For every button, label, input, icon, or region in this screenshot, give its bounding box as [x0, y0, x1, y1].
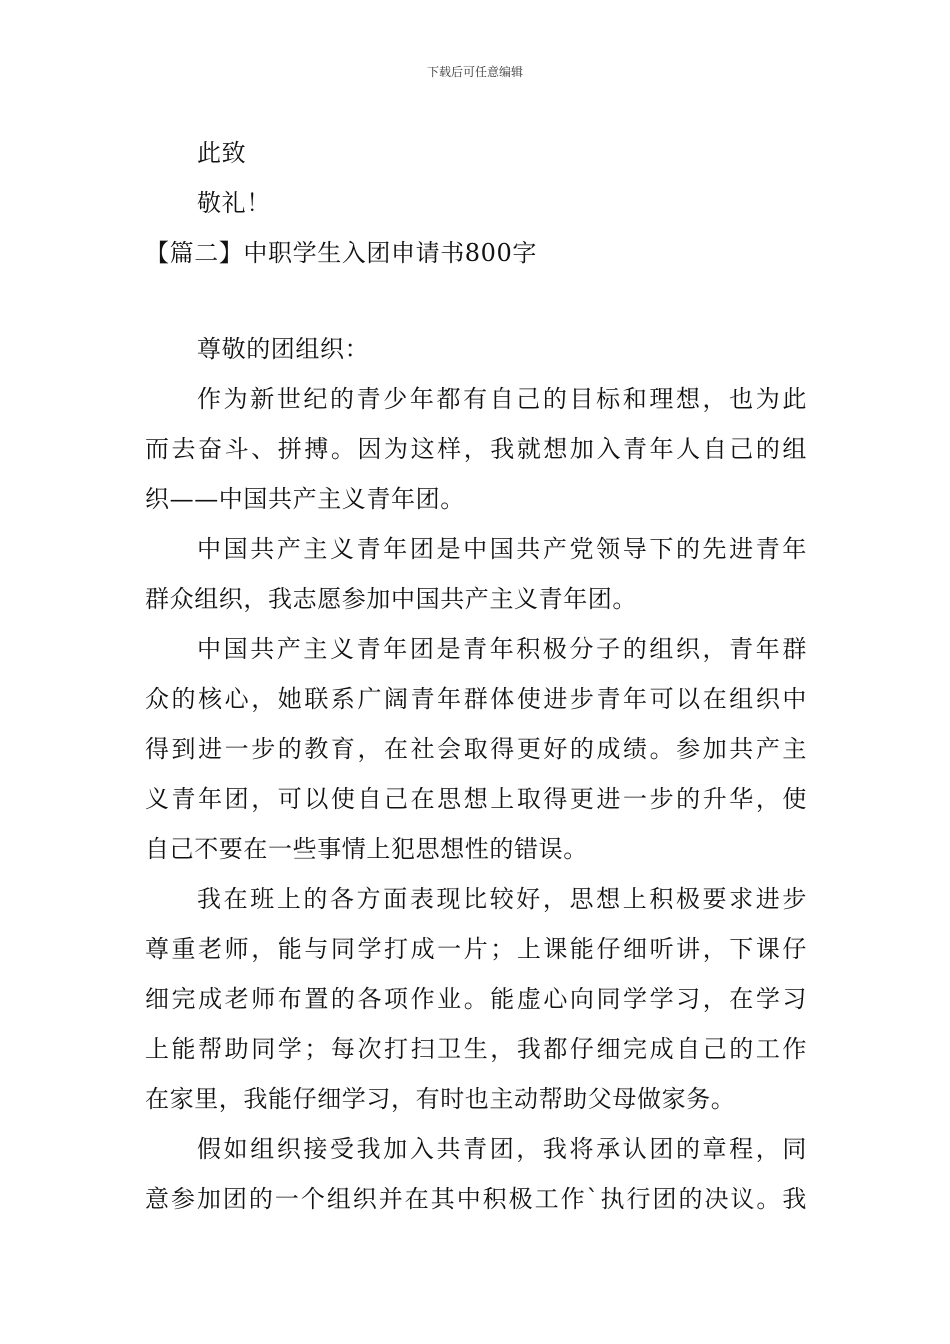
paragraph	[145, 524, 807, 624]
paragraph-line: 义青年团，可以使自己在思想上取得更进一步的升华，使	[145, 785, 807, 813]
paragraph-line: 众的核心，她联系广阔青年群体使进步青年可以在组织中	[145, 685, 807, 713]
paragraph-line: 意参加团的一个组织并在其中积极工作`执行团的决议。我	[145, 1185, 807, 1213]
paragraph-line: 尊重老师，能与同学打成一片；上课能仔细听讲，下课仔	[145, 935, 807, 963]
paragraph-line: 细完成老师布置的各项作业。能虚心向同学学习，在学习	[145, 985, 807, 1013]
paragraph-line: 自己不要在一些事情上犯思想性的错误。	[145, 835, 588, 863]
paragraph	[145, 874, 807, 1124]
document-body	[145, 128, 807, 1224]
paragraph-line: 作为新世纪的青少年都有自己的目标和理想，也为此	[197, 385, 807, 413]
blank-spacer	[145, 278, 807, 324]
paragraph-line: 而去奋斗、拼搏。因为这样，我就想加入青年人自己的组	[145, 435, 807, 463]
paragraph-line: 中国共产主义青年团是青年积极分子的组织，青年群	[197, 635, 807, 663]
paragraph-line: 得到进一步的教育，在社会取得更好的成绩。参加共产主	[145, 735, 807, 763]
closing-line-1: 此致	[197, 139, 247, 167]
paragraph	[145, 374, 807, 524]
paragraph-line: 我在班上的各方面表现比较好，思想上积极要求进步	[197, 885, 807, 913]
paragraph-line: 假如组织接受我加入共青团，我将承认团的章程，同	[197, 1135, 807, 1163]
section-title: 【篇二】中职学生入团申请书800字	[145, 239, 538, 267]
salutation: 尊敬的团组织：	[197, 335, 370, 363]
paragraph	[145, 624, 807, 874]
paragraph	[145, 1124, 807, 1224]
page-header: 下载后可任意编辑	[426, 65, 523, 79]
paragraph-line: 在家里，我能仔细学习，有时也主动帮助父母做家务。	[145, 1085, 736, 1113]
paragraph-line: 群众组织，我志愿参加中国共产主义青年团。	[145, 585, 637, 613]
paragraph-line: 上能帮助同学；每次打扫卫生，我都仔细完成自己的工作	[145, 1035, 807, 1063]
closing-line-2: 敬礼！	[197, 189, 271, 217]
paragraph-line: 中国共产主义青年团是中国共产党领导下的先进青年	[197, 535, 807, 563]
paragraph-line: 织——中国共产主义青年团。	[145, 485, 465, 513]
